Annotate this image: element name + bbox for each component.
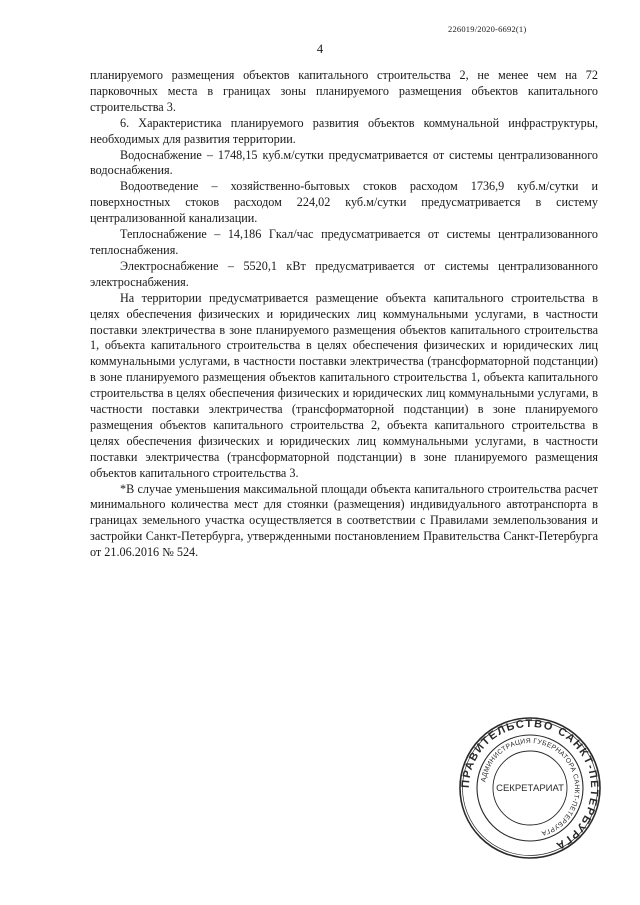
paragraph-footnote: *В случае уменьшения максимальной площади объекта капитального строительства расчет минимального количества мест для стоянки (размещения) индивидуального автотранспорта в границах земельного участка осуществляется в соответствии с Правилами землепользования и застройки Санкт-Петербурга, утвержденными постановлением Правительства Санкт-Петербурга от 21.06.2016 № 524. [90, 481, 598, 560]
document-body [90, 68, 598, 561]
paragraph-territory-objects: На территории предусматривается размещение объекта капитального строительства в целях обеспечения физических и юридических лиц коммунальными услугами, в частности поставки электричества в зоне планируемого размещения объектов капитального строительства 1, объекта капитального строительства в целях обеспечения физических и юридических лиц коммунальными услугами, в частности поставки электричества (трансформаторной подстанции) в зоне планируемого размещения объектов капитального строительства 1, объекта капитального строительства в целях обеспечения физических и юридических лиц коммунальными услугами, в частности поставки электричества (трансформаторной подстанции) в зоне планируемого размещения объектов капитального строительства 2, объекта капитального строительства в целях обеспечения физических и юридических лиц коммунальными услугами, в частности поставки электричества (трансформаторной подстанции) в зоне планируемого размещения объектов капитального строительства 3. [90, 290, 598, 480]
official-seal-stamp [458, 716, 602, 860]
paragraph-heat-supply: Теплоснабжение – 14,186 Гкал/час предусматривается от системы централизованного теплоснабжения. [90, 227, 598, 257]
paragraph-water-disposal: Водоотведение – хозяйственно-бытовых стоков расходом 1736,9 куб.м/сутки и поверхностных стоков расходом 224,02 куб.м/сутки предусматривается в систему централизованной канализации. [90, 179, 598, 226]
paragraph-section-6-heading: 6. Характеристика планируемого развития объектов коммунальной инфраструктуры, необходимых для развития территории. [90, 115, 598, 146]
paragraph-parking: планируемого размещения объектов капитального строительства 2, не менее чем на 72 парковочных места в границах зоны планируемого размещения объектов капитального строительства 3. [90, 68, 598, 114]
paragraph-water-supply: Водоснабжение – 1748,15 куб.м/сутки предусматривается от системы централизованного водоснабжения. [90, 147, 598, 178]
stamp-center-text: СЕКРЕТАРИАТ [496, 783, 564, 794]
page-number: 4 [316, 42, 324, 56]
paragraph-power-supply: Электроснабжение – 5520,1 кВт предусматривается от системы централизованного электроснабжения. [90, 258, 598, 289]
stamp-inner-text: АДМИНИСТРАЦИЯ ГУБЕРНАТОРА САНКТ-ПЕТЕРБУРГА [480, 737, 581, 837]
stamp-outer-text: ПРАВИТЕЛЬСТВО САНКТ-ПЕТЕРБУРГА [459, 717, 601, 853]
document-number: 226019/2020-6692(1) [448, 24, 527, 34]
